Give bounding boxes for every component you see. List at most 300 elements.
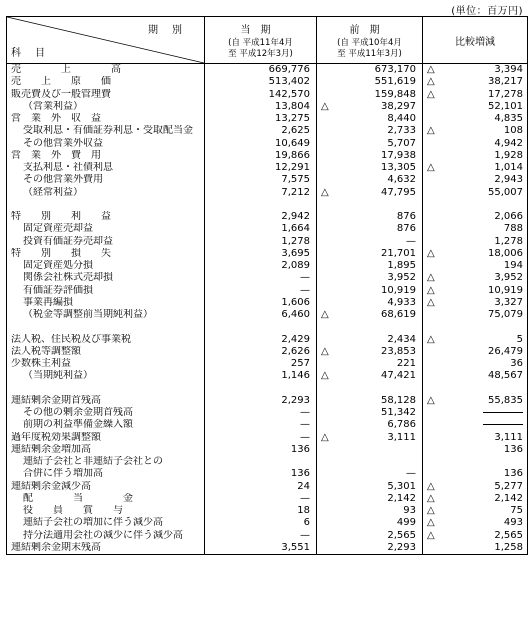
current-value: 13,275 bbox=[275, 113, 310, 125]
current-value-cell bbox=[205, 468, 317, 480]
current-period-title: 当期 bbox=[240, 24, 281, 36]
row-label-cell bbox=[7, 468, 205, 480]
table-row bbox=[7, 260, 528, 272]
previous-value-cell bbox=[317, 162, 423, 174]
current-value-cell bbox=[205, 309, 317, 321]
current-value: 7,575 bbox=[281, 174, 310, 186]
negative-marker-icon: △ bbox=[427, 76, 435, 88]
income-statement-table bbox=[6, 16, 528, 555]
difference-value-cell bbox=[423, 517, 528, 529]
previous-value: 21,701 bbox=[381, 247, 416, 259]
current-value-cell bbox=[205, 358, 317, 370]
current-value: 3,695 bbox=[281, 247, 310, 259]
current-value: 2,626 bbox=[281, 345, 310, 357]
row-label-cell bbox=[7, 64, 205, 77]
current-value-cell bbox=[205, 493, 317, 505]
negative-marker-icon: △ bbox=[321, 100, 329, 112]
previous-value-cell bbox=[317, 407, 423, 419]
negative-marker-icon: △ bbox=[427, 529, 435, 541]
current-value-cell bbox=[205, 113, 317, 125]
current-value-cell bbox=[205, 383, 317, 395]
previous-value: 3,111 bbox=[387, 431, 416, 443]
row-label: 特 別 損 失 bbox=[11, 247, 111, 259]
row-label: （当期純利益） bbox=[23, 370, 93, 382]
difference-value: 5,277 bbox=[494, 480, 523, 492]
negative-marker-icon: △ bbox=[427, 296, 435, 308]
current-value-cell bbox=[205, 530, 317, 542]
row-label-cell bbox=[7, 358, 205, 370]
difference-value: 1,258 bbox=[494, 541, 523, 553]
difference-value: 1,278 bbox=[494, 235, 523, 247]
row-label: 連結剰余金期首残高 bbox=[11, 394, 101, 406]
previous-value-cell bbox=[317, 432, 423, 444]
difference-value-cell bbox=[423, 64, 528, 77]
row-label-cell bbox=[7, 101, 205, 113]
row-label: 法人税等調整額 bbox=[11, 345, 81, 357]
table-row bbox=[7, 64, 528, 77]
table-row bbox=[7, 530, 528, 542]
difference-value-cell bbox=[423, 481, 528, 493]
difference-value: 2,565 bbox=[494, 529, 523, 541]
previous-value: 68,619 bbox=[381, 309, 416, 321]
current-value: 2,625 bbox=[281, 125, 310, 137]
difference-value-cell bbox=[423, 444, 528, 456]
previous-value-cell bbox=[317, 297, 423, 309]
period-label: 期別 bbox=[148, 25, 196, 36]
row-label: その他の剰余金期首残高 bbox=[23, 407, 133, 419]
negative-marker-icon: △ bbox=[427, 492, 435, 504]
current-value: 136 bbox=[290, 443, 310, 455]
previous-value: 3,952 bbox=[387, 272, 416, 284]
current-value: 1,146 bbox=[281, 370, 310, 382]
difference-value: 17,278 bbox=[488, 88, 523, 100]
table-row bbox=[7, 211, 528, 223]
row-label: 少数株主利益 bbox=[11, 358, 71, 370]
current-value-cell bbox=[205, 101, 317, 113]
table-row bbox=[7, 370, 528, 382]
previous-value: 58,128 bbox=[381, 394, 416, 406]
table-row bbox=[7, 444, 528, 456]
negative-marker-icon: △ bbox=[427, 284, 435, 296]
current-value-cell bbox=[205, 174, 317, 186]
difference-value: 36 bbox=[510, 358, 523, 370]
row-label-cell bbox=[7, 223, 205, 235]
current-value: 136 bbox=[290, 468, 310, 480]
previous-value: 5,301 bbox=[387, 480, 416, 492]
difference-value-cell bbox=[423, 383, 528, 395]
not-applicable-line bbox=[483, 424, 523, 425]
previous-value-cell bbox=[317, 285, 423, 297]
negative-marker-icon: △ bbox=[427, 480, 435, 492]
current-value: 24 bbox=[297, 480, 310, 492]
row-label-cell bbox=[7, 162, 205, 174]
row-label: 前期の利益準備金繰入額 bbox=[23, 419, 133, 431]
table-row bbox=[7, 285, 528, 297]
table-row bbox=[7, 76, 528, 88]
header-row bbox=[7, 17, 528, 64]
row-label-cell bbox=[7, 260, 205, 272]
previous-value: 551,619 bbox=[374, 76, 416, 88]
current-value: 18 bbox=[297, 505, 310, 517]
previous-value: 93 bbox=[403, 505, 416, 517]
current-value: 142,570 bbox=[268, 88, 310, 100]
previous-value: 2,142 bbox=[387, 492, 416, 504]
spacer-row bbox=[7, 321, 528, 333]
current-value: 12,291 bbox=[275, 162, 310, 174]
current-value-cell bbox=[205, 456, 317, 468]
row-label-cell bbox=[7, 138, 205, 150]
difference-value: 1,014 bbox=[494, 162, 523, 174]
row-label: 受取利息・有価証券利息・受取配当金 bbox=[23, 125, 193, 137]
negative-marker-icon: △ bbox=[427, 88, 435, 100]
difference-value: 2,142 bbox=[494, 492, 523, 504]
current-value-cell bbox=[205, 285, 317, 297]
previous-value: 673,170 bbox=[374, 64, 416, 76]
previous-value-cell bbox=[317, 223, 423, 235]
table-row bbox=[7, 248, 528, 260]
previous-period-title: 前期 bbox=[349, 24, 390, 36]
current-value-cell bbox=[205, 444, 317, 456]
previous-value-cell bbox=[317, 187, 423, 199]
current-value-cell bbox=[205, 162, 317, 174]
previous-value: 47,421 bbox=[381, 370, 416, 382]
difference-value: 3,952 bbox=[494, 272, 523, 284]
difference-value-cell bbox=[423, 260, 528, 272]
current-value: 2,429 bbox=[281, 333, 310, 345]
previous-value: 13,305 bbox=[381, 162, 416, 174]
table-row bbox=[7, 89, 528, 101]
row-label-cell bbox=[7, 236, 205, 248]
table-row bbox=[7, 138, 528, 150]
difference-value-cell bbox=[423, 419, 528, 431]
previous-value-cell bbox=[317, 199, 423, 211]
table-row bbox=[7, 456, 528, 468]
difference-value-cell bbox=[423, 199, 528, 211]
previous-value-cell bbox=[317, 334, 423, 346]
difference-value: 26,479 bbox=[488, 345, 523, 357]
row-label: 法人税、住民税及び事業税 bbox=[11, 333, 131, 345]
difference-value: 75,079 bbox=[488, 309, 523, 321]
row-label-cell bbox=[7, 407, 205, 419]
difference-value-cell bbox=[423, 236, 528, 248]
current-value: — bbox=[300, 419, 310, 431]
difference-value-cell bbox=[423, 285, 528, 297]
table-row bbox=[7, 407, 528, 419]
row-label: （営業利益） bbox=[23, 100, 83, 112]
row-label-cell bbox=[7, 89, 205, 101]
negative-marker-icon: △ bbox=[427, 247, 435, 259]
difference-value: 1,928 bbox=[494, 149, 523, 161]
previous-value-cell bbox=[317, 444, 423, 456]
row-label-cell bbox=[7, 297, 205, 309]
current-value: — bbox=[300, 529, 310, 541]
row-label: 連結剰余金増加高 bbox=[11, 443, 91, 455]
row-label-cell bbox=[7, 309, 205, 321]
difference-value-cell bbox=[423, 456, 528, 468]
negative-marker-icon: △ bbox=[321, 186, 329, 198]
previous-value: 2,293 bbox=[387, 541, 416, 553]
difference-value-cell bbox=[423, 174, 528, 186]
row-label-cell bbox=[7, 113, 205, 125]
table-row bbox=[7, 395, 528, 407]
difference-value: 3,327 bbox=[494, 296, 523, 308]
current-value: — bbox=[300, 492, 310, 504]
current-value: 2,942 bbox=[281, 211, 310, 223]
difference-value-cell bbox=[423, 346, 528, 358]
difference-value-cell bbox=[423, 138, 528, 150]
previous-value: 1,895 bbox=[387, 260, 416, 272]
previous-value-cell bbox=[317, 468, 423, 480]
unit-label: (単位：百万円) bbox=[451, 6, 523, 17]
row-label: （経常利益） bbox=[23, 186, 83, 198]
previous-value-cell bbox=[317, 542, 423, 555]
previous-value: 8,440 bbox=[387, 113, 416, 125]
difference-value: 4,835 bbox=[494, 113, 523, 125]
row-label: 連結剰余金期末残高 bbox=[11, 541, 101, 553]
previous-value: — bbox=[406, 468, 416, 480]
difference-value-cell bbox=[423, 432, 528, 444]
previous-value-cell bbox=[317, 89, 423, 101]
negative-marker-icon: △ bbox=[427, 64, 435, 75]
table-body bbox=[7, 64, 528, 555]
negative-marker-icon: △ bbox=[321, 309, 329, 320]
current-value: 6,460 bbox=[281, 309, 310, 321]
difference-value: 18,006 bbox=[488, 247, 523, 259]
current-value-cell bbox=[205, 187, 317, 199]
row-label: 過年度税効果調整額 bbox=[11, 431, 101, 443]
previous-value-cell bbox=[317, 493, 423, 505]
difference-value-cell bbox=[423, 505, 528, 517]
negative-marker-icon: △ bbox=[321, 370, 329, 382]
current-value-cell bbox=[205, 419, 317, 431]
difference-value: 52,101 bbox=[488, 100, 523, 112]
current-value: 257 bbox=[290, 358, 310, 370]
table-row bbox=[7, 358, 528, 370]
current-period-from: (自 平成11年4月 bbox=[228, 37, 293, 48]
previous-value-cell bbox=[317, 321, 423, 333]
previous-value: 10,919 bbox=[381, 284, 416, 296]
table-row bbox=[7, 101, 528, 113]
row-label-cell bbox=[7, 321, 205, 333]
current-value-cell bbox=[205, 542, 317, 555]
table-row bbox=[7, 493, 528, 505]
difference-value: 136 bbox=[503, 443, 523, 455]
row-label: 連結子会社と非連結子会社との bbox=[23, 456, 163, 468]
current-value: 3,551 bbox=[281, 541, 310, 553]
current-value: — bbox=[300, 407, 310, 419]
current-value: 2,293 bbox=[281, 394, 310, 406]
header-current-period bbox=[205, 17, 317, 64]
current-value-cell bbox=[205, 223, 317, 235]
row-label: 合併に伴う増加高 bbox=[23, 468, 103, 480]
previous-value-cell bbox=[317, 370, 423, 382]
difference-value-cell bbox=[423, 334, 528, 346]
negative-marker-icon: △ bbox=[427, 125, 435, 137]
row-label: 販売費及び一般管理費 bbox=[11, 88, 111, 100]
difference-value-cell bbox=[423, 493, 528, 505]
difference-value-cell bbox=[423, 407, 528, 419]
difference-value-cell bbox=[423, 297, 528, 309]
row-label-cell bbox=[7, 542, 205, 555]
difference-value-cell bbox=[423, 125, 528, 137]
current-value: — bbox=[300, 284, 310, 296]
row-label: 営 業 外 収 益 bbox=[11, 113, 101, 125]
previous-value-cell bbox=[317, 419, 423, 431]
previous-value-cell bbox=[317, 125, 423, 137]
row-label-cell bbox=[7, 444, 205, 456]
table-row bbox=[7, 125, 528, 137]
previous-value-cell bbox=[317, 346, 423, 358]
row-label-cell bbox=[7, 456, 205, 468]
current-value: 2,089 bbox=[281, 260, 310, 272]
current-value: 7,212 bbox=[281, 186, 310, 198]
row-label-cell bbox=[7, 432, 205, 444]
current-value-cell bbox=[205, 138, 317, 150]
previous-value: 2,733 bbox=[387, 125, 416, 137]
difference-value-cell bbox=[423, 358, 528, 370]
difference-value-cell bbox=[423, 370, 528, 382]
difference-value-cell bbox=[423, 309, 528, 321]
previous-value: 6,786 bbox=[387, 419, 416, 431]
previous-value: 4,933 bbox=[387, 296, 416, 308]
current-value: 10,649 bbox=[275, 137, 310, 149]
previous-value-cell bbox=[317, 138, 423, 150]
current-value: 513,402 bbox=[268, 76, 310, 88]
header-difference: 比較増減 bbox=[423, 17, 528, 64]
table-row bbox=[7, 432, 528, 444]
difference-value-cell bbox=[423, 542, 528, 555]
difference-value: 194 bbox=[503, 260, 523, 272]
current-value-cell bbox=[205, 64, 317, 77]
previous-value: 17,938 bbox=[381, 149, 416, 161]
difference-value-cell bbox=[423, 321, 528, 333]
difference-value: 38,217 bbox=[488, 76, 523, 88]
previous-value-cell bbox=[317, 309, 423, 321]
previous-value-cell bbox=[317, 150, 423, 162]
previous-value: 159,848 bbox=[374, 88, 416, 100]
previous-value-cell bbox=[317, 456, 423, 468]
previous-value-cell bbox=[317, 248, 423, 260]
current-value-cell bbox=[205, 407, 317, 419]
difference-value: 108 bbox=[503, 125, 523, 137]
current-value-cell bbox=[205, 346, 317, 358]
current-value-cell bbox=[205, 199, 317, 211]
row-label-cell bbox=[7, 334, 205, 346]
row-label: （税金等調整前当期純利益） bbox=[23, 309, 153, 321]
table-row bbox=[7, 223, 528, 235]
previous-value: 5,707 bbox=[387, 137, 416, 149]
difference-value: 5 bbox=[516, 333, 523, 345]
row-label: 事業再編損 bbox=[23, 296, 73, 308]
current-value: 1,664 bbox=[281, 223, 310, 235]
previous-value-cell bbox=[317, 481, 423, 493]
row-label-cell bbox=[7, 272, 205, 284]
negative-marker-icon: △ bbox=[321, 345, 329, 357]
spacer-row bbox=[7, 383, 528, 395]
difference-value-cell bbox=[423, 89, 528, 101]
row-label: 関係会社株式売却損 bbox=[23, 272, 113, 284]
previous-period-to: 至 平成11年3月) bbox=[337, 48, 402, 59]
table-row bbox=[7, 468, 528, 480]
difference-value-cell bbox=[423, 272, 528, 284]
negative-marker-icon: △ bbox=[427, 162, 435, 173]
previous-value: 51,342 bbox=[381, 407, 416, 419]
current-value-cell bbox=[205, 334, 317, 346]
row-label-cell bbox=[7, 76, 205, 88]
row-label: 売 上 高 bbox=[11, 64, 121, 76]
previous-value: 876 bbox=[396, 223, 416, 235]
difference-value-cell bbox=[423, 162, 528, 174]
previous-value-cell bbox=[317, 517, 423, 529]
row-label-cell bbox=[7, 493, 205, 505]
current-value: 6 bbox=[303, 517, 310, 529]
difference-value: 75 bbox=[510, 505, 523, 517]
previous-value-cell bbox=[317, 174, 423, 186]
previous-value: 876 bbox=[396, 211, 416, 223]
subject-label: 科目 bbox=[11, 48, 59, 59]
previous-value-cell bbox=[317, 505, 423, 517]
table-row bbox=[7, 309, 528, 321]
row-label-cell bbox=[7, 187, 205, 199]
difference-value: 136 bbox=[503, 468, 523, 480]
previous-value-cell bbox=[317, 383, 423, 395]
previous-value-cell bbox=[317, 260, 423, 272]
table-row bbox=[7, 419, 528, 431]
current-value: — bbox=[300, 272, 310, 284]
previous-value: 47,795 bbox=[381, 186, 416, 198]
previous-value: 23,853 bbox=[381, 345, 416, 357]
previous-value-cell bbox=[317, 272, 423, 284]
header-previous-period bbox=[317, 17, 423, 64]
current-value: 19,866 bbox=[275, 149, 310, 161]
difference-value: 3,111 bbox=[494, 431, 523, 443]
negative-marker-icon: △ bbox=[321, 431, 329, 443]
table-row bbox=[7, 346, 528, 358]
row-label-cell bbox=[7, 125, 205, 137]
table-row bbox=[7, 150, 528, 162]
table-row bbox=[7, 297, 528, 309]
difference-value: 3,394 bbox=[494, 64, 523, 76]
difference-value-cell bbox=[423, 395, 528, 407]
difference-value: 10,919 bbox=[488, 284, 523, 296]
previous-value-cell bbox=[317, 358, 423, 370]
row-label: 連結子会社の増加に伴う減少高 bbox=[23, 517, 163, 529]
row-label: 固定資産売却益 bbox=[23, 223, 93, 235]
current-value-cell bbox=[205, 370, 317, 382]
previous-value: 2,565 bbox=[387, 529, 416, 541]
row-label-cell bbox=[7, 481, 205, 493]
row-label-cell bbox=[7, 395, 205, 407]
difference-value-cell bbox=[423, 101, 528, 113]
row-label-cell bbox=[7, 370, 205, 382]
row-label: その他営業外費用 bbox=[23, 174, 103, 186]
row-label-cell bbox=[7, 517, 205, 529]
current-value-cell bbox=[205, 432, 317, 444]
table-row bbox=[7, 542, 528, 555]
row-label-cell bbox=[7, 199, 205, 211]
table-row bbox=[7, 162, 528, 174]
negative-marker-icon: △ bbox=[427, 394, 435, 406]
negative-marker-icon: △ bbox=[427, 517, 435, 529]
table-row bbox=[7, 113, 528, 125]
previous-value: 4,632 bbox=[387, 174, 416, 186]
difference-value-cell bbox=[423, 211, 528, 223]
row-label-cell bbox=[7, 248, 205, 260]
previous-value-cell bbox=[317, 76, 423, 88]
previous-value: 221 bbox=[396, 358, 416, 370]
difference-value-cell bbox=[423, 468, 528, 480]
difference-value-cell bbox=[423, 113, 528, 125]
